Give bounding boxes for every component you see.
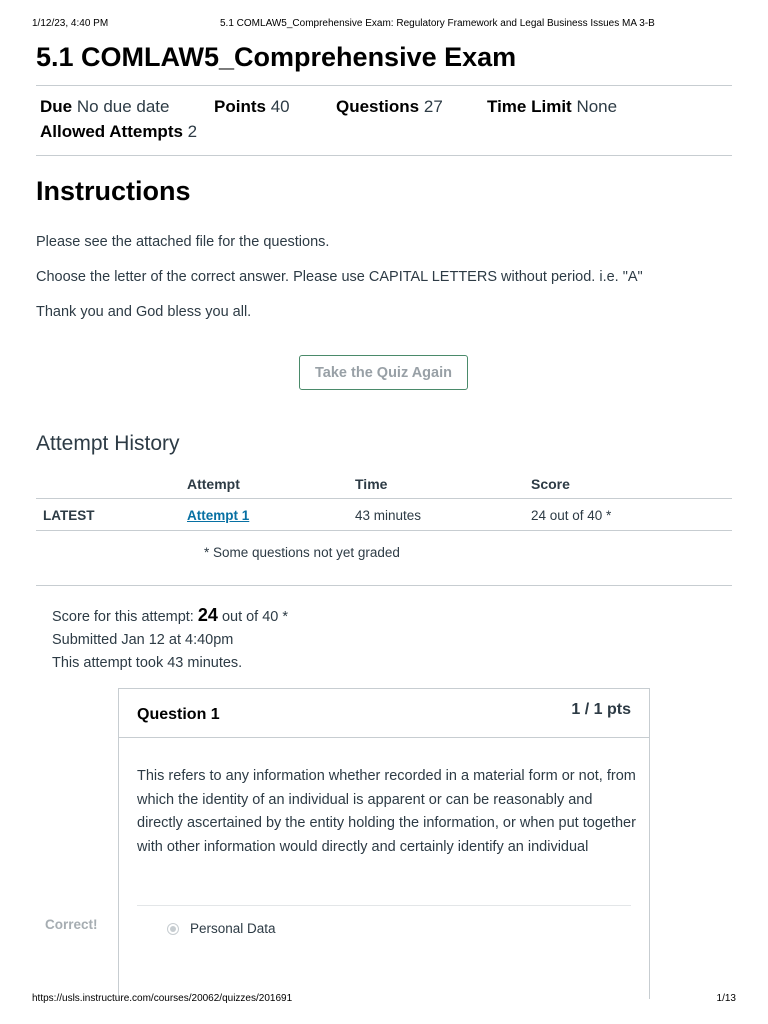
divider	[36, 85, 732, 86]
take-quiz-again-button[interactable]: Take the Quiz Again	[299, 355, 468, 390]
questions-label: Questions	[336, 97, 420, 116]
instructions-paragraph: Choose the letter of the correct answer. Please use CAPITAL LETTERS without period. i.e. "A"	[36, 269, 643, 285]
print-page-title: 5.1 COMLAW5_Comprehensive Exam: Regulatory Framework and Legal Business Issues MA 3-B	[220, 18, 655, 29]
answer-divider	[137, 905, 631, 906]
score-summary	[52, 605, 288, 626]
submitted-text: Submitted Jan 12 at 4:40pm	[52, 632, 234, 648]
print-datetime: 1/12/23, 4:40 PM	[32, 18, 109, 29]
allowed-attempts-value: 2	[187, 122, 198, 141]
question-header	[119, 689, 649, 738]
instructions-heading: Instructions	[36, 176, 191, 206]
print-page-number: 1/13	[716, 993, 736, 1004]
print-url: https://usls.instructure.com/courses/20062/quizzes/201691	[32, 993, 293, 1004]
correct-answer-flag: Correct!	[36, 912, 118, 936]
table-header-divider	[36, 498, 732, 499]
attempt-score: 24 out of 40 *	[531, 508, 612, 523]
question-points: 1 / 1 pts	[571, 701, 631, 718]
questions-value: 27	[423, 97, 443, 116]
score-value: 24	[197, 605, 218, 625]
table-row-divider	[36, 530, 732, 531]
duration-text: This attempt took 43 minutes.	[52, 655, 243, 671]
instructions-paragraph: Thank you and God bless you all.	[36, 304, 252, 320]
answer-text: Personal Data	[190, 921, 276, 936]
due-value: No due date	[76, 97, 170, 116]
time-limit-value: None	[576, 97, 618, 116]
attempt-history-heading: Attempt History	[36, 432, 180, 455]
question-name: Question 1	[137, 706, 220, 723]
time-limit-label: Time Limit	[487, 97, 572, 116]
points-label: Points	[214, 97, 266, 116]
question-card	[118, 688, 650, 999]
instructions-paragraph: Please see the attached file for the questions.	[36, 234, 330, 250]
radio-selected-icon	[167, 923, 179, 935]
points-value: 40	[270, 97, 290, 116]
column-header-time: Time	[355, 476, 388, 492]
score-suffix: out of 40 *	[221, 609, 289, 625]
latest-tag: LATEST	[43, 508, 95, 523]
quiz-details	[40, 97, 720, 147]
attempt-time: 43 minutes	[355, 508, 422, 523]
divider	[36, 585, 732, 586]
answer-option	[167, 921, 276, 936]
divider	[36, 155, 732, 156]
quiz-title: 5.1 COMLAW5_Comprehensive Exam	[36, 42, 517, 72]
attempt-link[interactable]: Attempt 1	[187, 508, 250, 523]
column-header-score: Score	[531, 476, 570, 492]
score-prefix: Score for this attempt:	[52, 609, 194, 625]
due-label: Due	[40, 97, 73, 116]
grading-note: * Some questions not yet graded	[204, 545, 400, 560]
column-header-attempt: Attempt	[187, 476, 240, 492]
allowed-attempts-label: Allowed Attempts	[40, 122, 183, 141]
question-text: This refers to any information whether recorded in a material form or not, from which the identity of an individual is apparent or can be reasonably and directly ascertained by the entity holding the information, or when put together with other information would directly and certainly identify an individual	[137, 768, 636, 855]
